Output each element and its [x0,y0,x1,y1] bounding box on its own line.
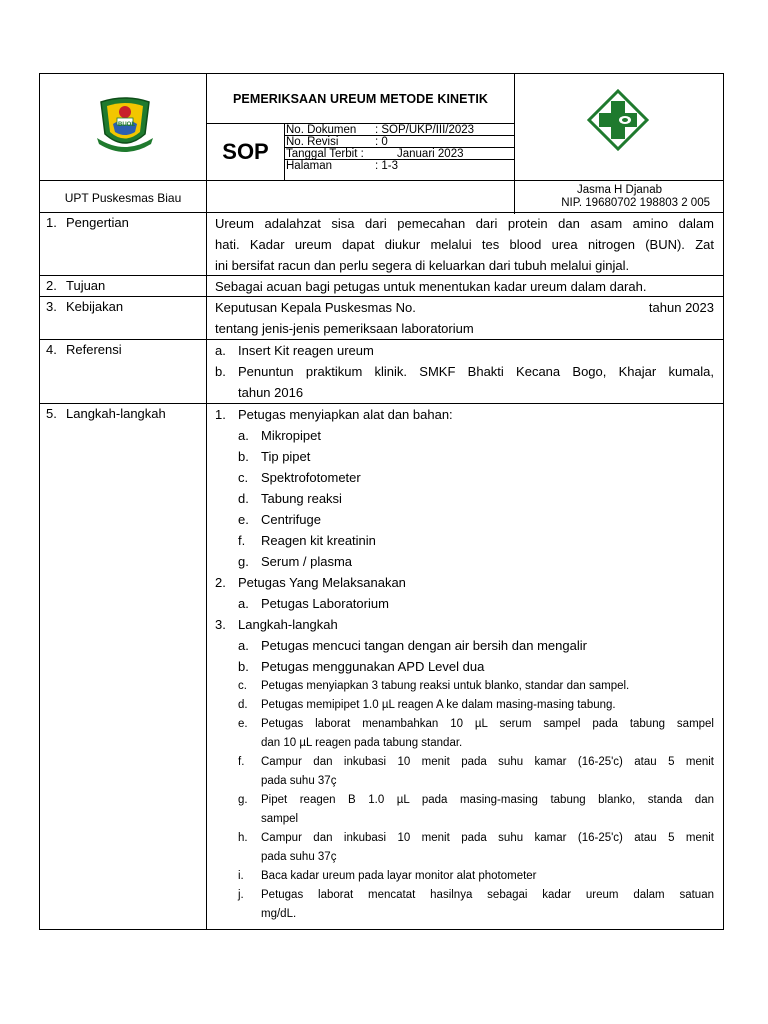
list-marker: e. [238,718,248,730]
policy-text: Keputusan Kepala Puskesmas No. [215,300,416,315]
step-marker: 2. [215,575,226,590]
signature-block [515,181,724,214]
body-line [215,297,714,318]
list-item [215,488,714,509]
section-pengertian [39,213,724,276]
list-marker: d. [238,491,249,506]
list-item [215,715,714,753]
regency-logo-cell [40,74,207,180]
section-referensi [39,340,724,404]
list-text: Campur dan inkubasi 10 menit pada suhu kamar (16-25'c) atau 5 menit [261,756,714,768]
list-text: Serum / plasma [261,554,353,569]
section-body [215,213,714,276]
section-label [40,404,207,929]
signer-name: Jasma H Djanab [576,184,662,196]
signer-nip: NIP. 19680702 198803 2 005 [561,197,710,209]
list-item [215,886,714,924]
list-marker: a. [238,638,249,653]
section-body [215,404,714,924]
list-item [215,467,714,488]
page-value: : 1-3 [375,160,399,172]
list-marker: b. [238,449,249,464]
list-item [215,677,714,696]
section-label [40,213,207,275]
regency-logo-text: BUOL [118,122,135,128]
revision-label: No. Revisi [286,136,339,148]
issue-date-row [285,148,514,160]
list-item [215,696,714,715]
section-body [215,340,714,403]
section-label [40,276,207,296]
section-label [40,340,207,403]
list-item [215,340,714,361]
list-marker: i. [238,870,244,882]
list-text: Tip pipet [261,449,311,464]
list-text: Campur dan inkubasi 10 menit pada suhu kamar (16-25'c) atau 5 menit [261,832,714,844]
list-text: Reagen kit kreatinin [261,533,376,548]
step-item [215,614,714,635]
list-text: Petugas laborat menambahkan 10 µL serum sampel pada tabung sampel [261,718,714,730]
sop-header [39,73,724,213]
document-info [285,123,515,180]
header-empty-cell [207,181,515,214]
body-line: Ureum adalahzat sisa dari pemecahan dari protein dan asam amino dalam [215,216,714,231]
list-marker: b. [215,364,226,379]
list-text: Petugas menyiapkan 3 tabung reaksi untuk blanko, standar dan sampel. [261,680,630,692]
body-line: tentang jenis-jenis pemeriksaan laboratorium [215,321,474,336]
doc-number-value: : SOP/UKP/III/2023 [375,124,475,136]
list-item [215,829,714,867]
list-text: pada suhu 37ç [261,775,337,787]
page-title: PEMERIKSAAN UREUM METODE KINETIK [207,74,515,123]
section-tujuan [39,276,724,297]
puskesmas-logo-cell [515,74,724,180]
list-text: Centrifuge [261,512,321,527]
list-text: pada suhu 37ç [261,851,337,863]
list-marker: f. [238,756,245,768]
list-text: Petugas laborat mencatat hasilnya sebagai kadar ureum dalam satuan [261,889,714,901]
section-number: 3. [46,299,57,314]
list-marker: c. [238,680,247,692]
list-item [215,593,714,614]
list-marker: b. [238,659,249,674]
page-label: Halaman [286,160,333,172]
section-body [215,276,714,297]
list-item [215,361,714,403]
list-text: Tabung reaksi [261,491,342,506]
page-row [285,160,514,172]
list-text: Petugas menggunakan APD Level dua [261,659,485,674]
section-title: Langkah-langkah [66,406,166,421]
list-item [215,425,714,446]
list-item [215,656,714,677]
list-marker: a. [238,596,249,611]
list-text: sampel [261,813,299,825]
list-marker: a. [238,428,249,443]
body-line: hati. Kadar ureum dapat diukur melalui tes blood urea nitrogen (BUN). Zat [215,237,714,252]
unit-name: UPT Puskesmas Biau [40,181,207,214]
issue-date-label: Tanggal Terbit : [286,148,364,160]
step-item [215,572,714,593]
step-marker: 1. [215,407,226,422]
list-marker: g. [238,554,249,569]
section-number: 1. [46,215,57,230]
section-langkah [39,404,724,930]
list-item [215,509,714,530]
list-text: tahun 2016 [238,385,304,400]
list-marker: j. [238,889,244,901]
list-item [215,635,714,656]
list-marker: a. [215,343,226,358]
list-text: Petugas mencuci tangan dengan air bersih dan mengalir [261,638,587,653]
section-title: Pengertian [66,215,129,230]
puskesmas-logo-icon [587,89,649,151]
section-title: Tujuan [66,278,106,293]
list-item [215,446,714,467]
section-title: Kebijakan [66,299,124,314]
list-marker: c. [238,470,249,485]
list-text: Petugas Laboratorium [261,596,389,611]
list-marker: d. [238,699,248,711]
issue-date-value: Januari 2023 [397,148,464,160]
list-text: Spektrofotometer [261,470,361,485]
revision-row [285,136,514,148]
list-text: Insert Kit reagen ureum [238,343,374,358]
list-text: mg/dL. [261,908,297,920]
step-marker: 3. [215,617,226,632]
step-text: Langkah-langkah [238,617,338,632]
section-number: 4. [46,342,57,357]
doc-number-label: No. Dokumen [286,124,357,136]
section-kebijakan [39,297,724,340]
step-text: Petugas menyiapkan alat dan bahan: [238,407,453,422]
doc-number-row [285,124,514,136]
list-item [215,867,714,886]
list-marker: e. [238,512,249,527]
header-footer-row [40,180,724,213]
list-text: Petugas memipipet 1.0 µL reagen A ke dalam masing-masing tabung. [261,699,616,711]
section-body [215,297,714,339]
list-marker: h. [238,832,248,844]
list-marker: f. [238,533,246,548]
section-label [40,297,207,339]
step-text: Petugas Yang Melaksanakan [238,575,406,590]
step-item [215,404,714,425]
policy-year: tahun 2023 [648,300,714,315]
list-marker: g. [238,794,248,806]
revision-value: : 0 [375,136,388,148]
section-number: 5. [46,406,57,421]
list-text: Mikropipet [261,428,321,443]
list-text: dan 10 µL reagen pada tabung standar. [261,737,463,749]
list-item [215,791,714,829]
list-item [215,530,714,551]
list-item [215,551,714,572]
list-text: Baca kadar ureum pada layar monitor alat photometer [261,870,537,882]
list-text: Penuntun praktikum klinik. SMKF Bhakti Kecana Bogo, Khajar kumala, [238,364,714,379]
list-text: Pipet reagen B 1.0 µL pada masing-masing tabung blanko, standa dan [261,794,714,806]
body-line: Sebagai acuan bagi petugas untuk menentukan kadar ureum dalam darah. [215,279,647,294]
section-number: 2. [46,278,57,293]
list-item [215,753,714,791]
sop-label: SOP [207,123,285,180]
section-title: Referensi [66,342,122,357]
body-line: ini bersifat racun dan perlu segera di keluarkan dari tubuh melalui ginjal. [215,258,630,273]
